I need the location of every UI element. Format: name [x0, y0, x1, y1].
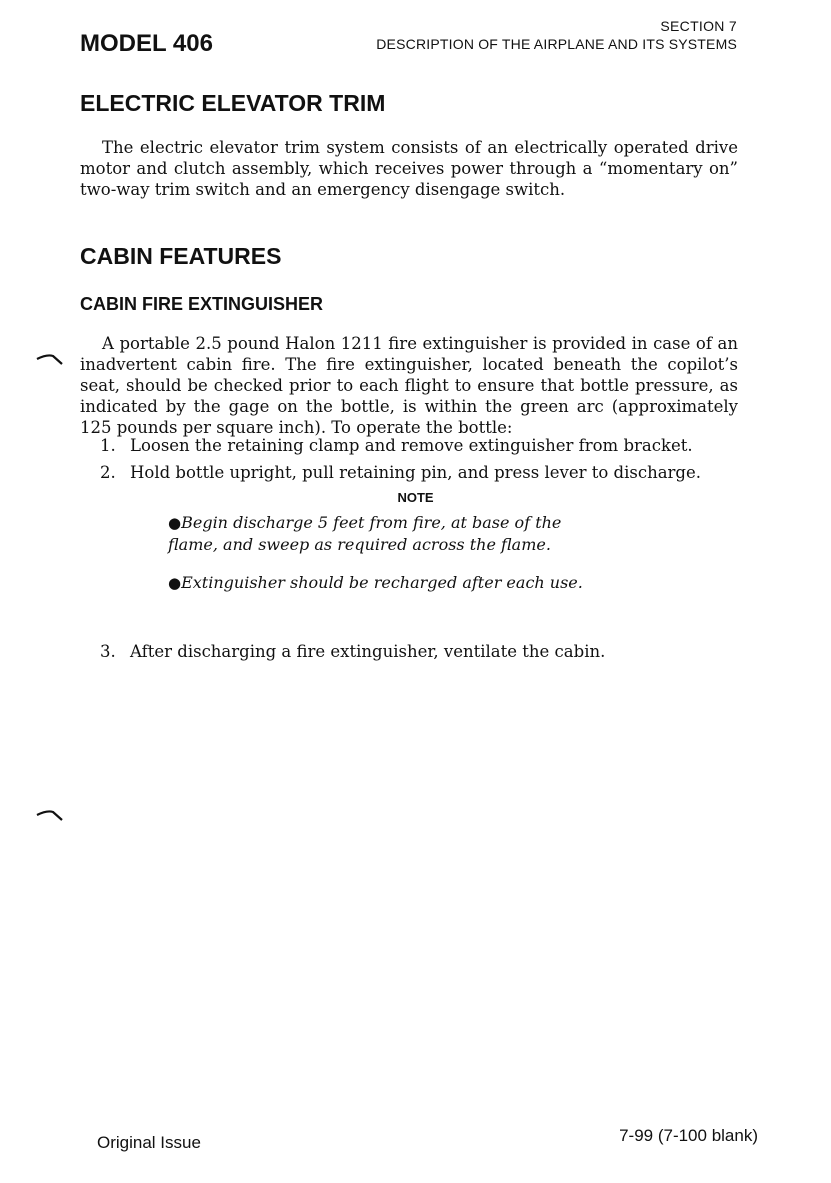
cabin-features-heading: CABIN FEATURES — [80, 243, 282, 269]
note-item — [168, 512, 608, 556]
footer-page-number: 7-99 (7-100 blank) — [619, 1126, 758, 1145]
bullet-icon: ● — [168, 514, 182, 532]
section-title: DESCRIPTION OF THE AIRPLANE AND ITS SYSTEMS — [376, 36, 737, 52]
procedure-steps-continued — [100, 638, 740, 665]
list-item — [100, 432, 740, 459]
electric-elevator-trim-paragraph: The electric elevator trim system consists of an electrically operated drive motor and clutch assembly, which receives power through a “momentary on” two-way trim switch and an emergency disengage switch. — [80, 138, 738, 199]
footer-issue: Original Issue — [97, 1133, 201, 1152]
list-item — [100, 638, 740, 665]
note-item — [168, 572, 608, 594]
procedure-steps — [100, 432, 740, 486]
section-number: SECTION 7 — [660, 18, 737, 34]
step-number: 2. — [100, 463, 116, 482]
step-number: 3. — [100, 642, 116, 661]
step-text: Loosen the retaining clamp and remove extinguisher from bracket. — [130, 436, 693, 455]
step-number: 1. — [100, 436, 116, 455]
note-title: NOTE — [397, 490, 434, 505]
revision-mark-icon — [35, 352, 65, 366]
fire-extinguisher-paragraph: A portable 2.5 pound Halon 1211 fire extinguisher is provided in case of an inadvertent cabin fire. The fire extinguisher, located beneath the copilot’s seat, should be checked prior to each flight to ensure that bottle pressure, as indicated by the gage on the bottle, is within the green arc (approximately 125 pounds per square inch). To operate the bottle: — [80, 334, 738, 437]
bullet-icon: ● — [168, 574, 182, 592]
electric-elevator-trim-heading: ELECTRIC ELEVATOR TRIM — [80, 90, 386, 116]
note-text: Begin discharge 5 feet from fire, at base of the flame, and sweep as required across the flame. — [168, 513, 562, 554]
step-text: Hold bottle upright, pull retaining pin, and press lever to discharge. — [130, 463, 701, 482]
step-text: After discharging a fire extinguisher, ventilate the cabin. — [130, 642, 606, 661]
list-item — [100, 459, 740, 486]
revision-mark-icon — [35, 808, 65, 822]
model-title: MODEL 406 — [80, 30, 213, 57]
note-text: Extinguisher should be recharged after each use. — [181, 573, 583, 592]
cabin-fire-extinguisher-heading: CABIN FIRE EXTINGUISHER — [80, 294, 324, 314]
